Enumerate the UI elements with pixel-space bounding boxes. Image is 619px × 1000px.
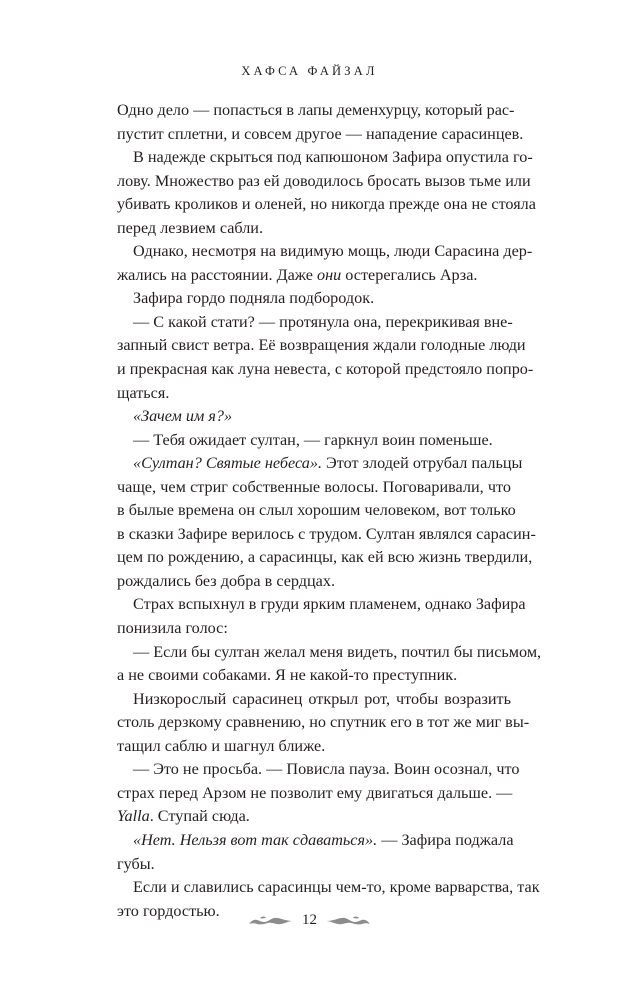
text-line: Одно дело — попасться в лапы деменхурцу, который рас- <box>117 101 515 119</box>
text-line: это гордостью. <box>117 901 220 920</box>
page-number: 12 <box>302 912 317 929</box>
text-line: пустит сплетни, и совсем другое — нападение сарасинцев. <box>117 124 524 143</box>
text-line: «Нет. Нельзя вот так сдаваться». — Зафира поджала <box>133 830 514 849</box>
text-line: жались на расстоянии. Даже они остерегались Арза. <box>117 265 478 284</box>
text-line: перед лезвием сабли. <box>117 218 264 237</box>
running-head: ХАФСА ФАЙЗАЛ <box>241 64 378 78</box>
text-line: лову. Множество раз ей доводилось бросать вызов тьме или <box>117 171 531 190</box>
text-line: губы. <box>117 854 155 873</box>
text-line: тащил саблю и шагнул ближе. <box>117 736 326 755</box>
text-line: рождались без добра в сердцах. <box>117 571 335 590</box>
text-line: — Это не просьба. — Повисла пауза. Воин осознал, что <box>133 760 520 779</box>
text-line: страх перед Арзом не позволит ему двигаться дальше. — <box>117 783 513 802</box>
text-line: В надежде скрыться под капюшоном Зафира опустила го- <box>133 148 533 167</box>
text-line: в былые времена он слыл хорошим человеком, вот только <box>117 501 516 520</box>
text-line: убивать кроликов и оленей, но никогда прежде она не стояла <box>117 195 536 214</box>
text-line: Если и славились сарасинцы чем-то, кроме варварства, так <box>133 878 540 897</box>
text-line: цем по рождению, а сарасинцы, как ей всю жизнь твердили, <box>117 548 533 567</box>
text-line: Yalla. Ступай сюда. <box>117 807 250 826</box>
text-line: щаться. <box>117 383 170 402</box>
text-line: а не своими собаками. Я не какой-то преступник. <box>117 666 458 685</box>
text-line: Однако, несмотря на видимую мощь, люди Сарасина дер- <box>133 242 533 261</box>
text-line: «Султан? Святые небеса». Этот злодей отрубал пальцы <box>133 454 523 473</box>
text-line: Низкорослый сарасинец открыл рот, чтобы возразить <box>133 689 511 708</box>
italic-thought-line: «Зачем им я?» <box>133 407 233 426</box>
text-line: — Тебя ожидает султан, — гаркнул воин поменьше. <box>133 430 493 449</box>
text-line: в сказки Зафире верилось с трудом. Султан являлся сарасин- <box>117 524 536 543</box>
leaf-ornament-left-icon <box>248 915 294 927</box>
text-line: Страх вспыхнул в груди ярким пламенем, однако Зафира <box>133 595 526 614</box>
body-text <box>117 99 542 923</box>
page-footer <box>0 912 619 929</box>
text-line: запный свист ветра. Её возвращения ждали голодные люди <box>117 336 526 355</box>
text-line: чаще, чем стриг собственные волосы. Поговаривали, что <box>117 477 511 496</box>
text-line: — Если бы султан желал меня видеть, почтил бы письмом, <box>133 642 542 661</box>
leaf-ornament-right-icon <box>325 915 371 927</box>
text-line: Зафира гордо подняла подбородок. <box>133 289 375 308</box>
text-line: и прекрасная как луна невеста, с которой предстояло попро- <box>117 360 534 379</box>
text-line: понизила голос: <box>117 619 228 638</box>
text-line: — С какой стати? — протянула она, перекрикивая вне- <box>133 312 513 331</box>
text-line: столь дерзкому сравнению, но спутник его в тот же миг вы- <box>117 713 530 732</box>
